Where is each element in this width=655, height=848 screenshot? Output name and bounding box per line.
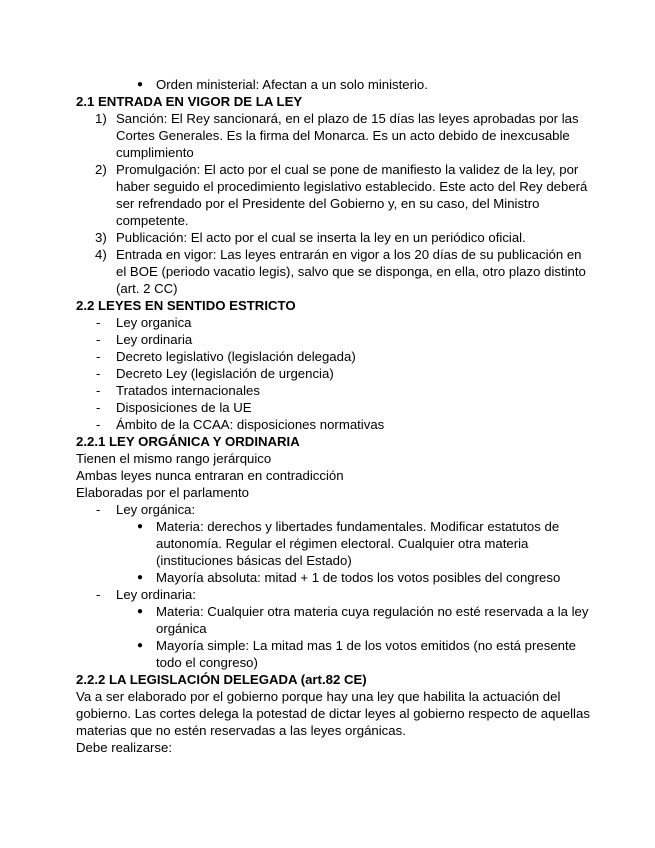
list-item: 4) Entrada en vigor: Las leyes entrarán en vigor a los 20 días de su publicación en el BOE (periodo vacatio legis), salvo que se disponga, en ella, otro plazo distinto (art. 2 CC) [95, 247, 586, 296]
section-heading-2-1: 2.1 ENTRADA EN VIGOR DE LA LEY [76, 94, 303, 109]
list-item: 3) Publicación: El acto por el cual se inserta la ley en un periódico oficial. [95, 230, 526, 245]
bullet-icon: ● [137, 521, 144, 532]
list-item: ● Materia: derechos y libertades fundamentales. Modificar estatutos de autonomía. Regular el régimen electoral. Cualquier otra materia (instituciones básicas del Estado) [137, 519, 560, 568]
paragraph: Va a ser elaborado por el gobierno porque hay una ley que habilita la actuación del gobierno. Las cortes delega la potestad de dictar leyes al gobierno respecto de aquellas materias que no estén reservadas a las leyes orgánicas. [76, 689, 590, 738]
ordinaria-bullets [76, 603, 595, 671]
dash-icon: - [96, 332, 101, 347]
section-heading-2-2: 2.2 LEYES EN SENTIDO ESTRICTO [76, 298, 296, 313]
bullet-icon: ● [137, 79, 144, 90]
dash-list [76, 314, 595, 433]
dash-icon: - [96, 400, 101, 415]
paragraph-line: Ambas leyes nunca entraran en contradicción [76, 468, 344, 483]
dash-icon: - [96, 383, 101, 398]
section-heading-2-2-2: 2.2.2 LA LEGISLACIÓN DELEGADA (art.82 CE) [76, 672, 367, 687]
list-item-ley-ordinaria: - Ley ordinaria: [96, 587, 196, 602]
numbered-list [76, 110, 595, 297]
organica-bullets [76, 518, 595, 586]
dash-icon: - [96, 417, 101, 432]
list-item: - Ley ordinaria [96, 332, 193, 347]
dash-icon: - [96, 349, 101, 364]
list-item: ● Mayoría absoluta: mitad + 1 de todos los votos posibles del congreso [137, 570, 561, 585]
list-item: - Disposiciones de la UE [96, 400, 252, 415]
bullet-icon: ● [137, 572, 144, 583]
ley-types-list [76, 501, 595, 518]
top-bullet-list [76, 76, 595, 93]
paragraph-line: Debe realizarse: [76, 740, 173, 755]
ley-types-list-2 [76, 586, 595, 603]
paragraph-line: Tienen el mismo rango jerárquico [76, 451, 272, 466]
list-item: 2) Promulgación: El acto por el cual se pone de manifiesto la validez de la ley, por haber seguido el procedimiento legislativo establecido. Este acto del Rey deberá ser refrendado por el Presidente del Gobierno y, en su caso, del Ministro competente. [95, 162, 588, 228]
paragraph-line: Elaboradas por el parlamento [76, 485, 250, 500]
dash-icon: - [96, 587, 101, 602]
bullet-icon: ● [137, 606, 144, 617]
list-item: ● Mayoría simple: La mitad mas 1 de los votos emitidos (no está presente todo el congreso) [137, 638, 576, 670]
bullet-icon: ● [137, 640, 144, 651]
list-item: - Ámbito de la CCAA: disposiciones normativas [96, 417, 385, 432]
list-item: 1) Sanción: El Rey sancionará, en el plazo de 15 días las leyes aprobadas por las Cortes Generales. Es la firma del Monarca. Es un acto debido de inexcusable cumplimiento [95, 111, 579, 160]
list-item: - Tratados internacionales [96, 383, 260, 398]
dash-icon: - [96, 502, 101, 517]
list-item: ● Materia: Cualquier otra materia cuya regulación no esté reservada a la ley orgánica [137, 604, 589, 636]
dash-icon: - [96, 315, 101, 330]
section-heading-2-2-1: 2.2.1 LEY ORGÁNICA Y ORDINARIA [76, 434, 300, 449]
list-item: - Decreto legislativo (legislación delegada) [96, 349, 356, 364]
list-item: - Decreto Ley (legislación de urgencia) [96, 366, 334, 381]
list-item-ley-organica: - Ley orgánica: [96, 502, 196, 517]
list-item: ● Orden ministerial: Afectan a un solo ministerio. [137, 77, 428, 92]
list-item: - Ley organica [96, 315, 192, 330]
dash-icon: - [96, 366, 101, 381]
